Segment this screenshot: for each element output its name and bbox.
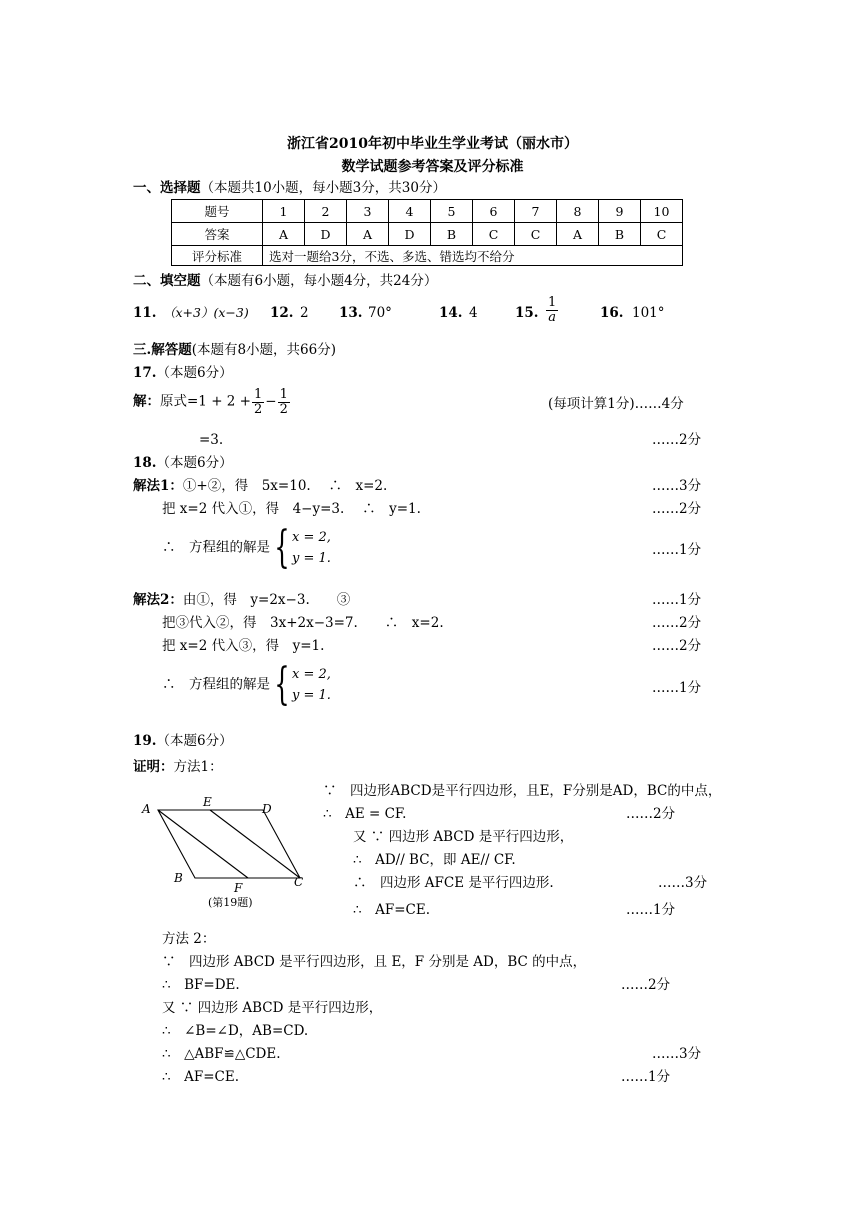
section-fill-label: 二、填空题 [133, 273, 201, 289]
q18-m2-score2: ……2分 [652, 615, 702, 631]
q19-m2-s6: ∴ AF=CE. [162, 1069, 239, 1085]
table-cell: 选对一题给3分，不选、多选、错选均不给分 [263, 246, 683, 266]
label-f: F [234, 881, 243, 895]
q19-method1-label: 方法1： [173, 759, 223, 775]
q19-m2-s2: ∴ BF=DE. [162, 977, 240, 993]
q15-numerator: 1 [548, 295, 557, 310]
table-cell: 6 [473, 200, 515, 223]
q17-points: （本题6分） [156, 365, 233, 381]
q19-proof-label: 证明： [133, 759, 174, 775]
q19-m1-r1: ∵ 四边形ABCD是平行四边形，且E，F分别是AD，BC的中点， [323, 783, 722, 799]
q18-m1-line3 [162, 522, 331, 573]
table-cell: 4 [389, 200, 431, 223]
q17-number: 17. [133, 365, 157, 381]
q18-points: （本题6分） [156, 455, 233, 471]
table-cell: A [557, 223, 599, 246]
page-title: 浙江省2010年初中毕业生学业考试（丽水市） [287, 136, 578, 152]
q18-m2-line2: 把③代入②，得 3x+2x−3=7. ∴ x=2. [162, 615, 444, 631]
label-e: E [203, 795, 212, 809]
table-cell: 10 [641, 200, 683, 223]
table-row [172, 200, 683, 223]
q11-answer: （x+3）(x−3) [163, 305, 249, 320]
q17-frac2-den: 2 [279, 401, 288, 417]
q18-m2-score4: ……1分 [652, 680, 702, 696]
q18-m2-text1: 由①，得 y=2x−3. ③ [182, 592, 351, 608]
q18-m2-system [292, 664, 331, 707]
brace-icon: { [274, 522, 290, 573]
q19-m2-s5-score: ……3分 [652, 1046, 702, 1062]
q19-points: （本题6分） [156, 733, 233, 749]
segment-ec [210, 810, 300, 878]
q13-number: 13. [339, 305, 363, 321]
q18-number: 18. [133, 455, 157, 471]
section-fill-note: （本题有6小题，每小题4分，共24分） [200, 273, 438, 289]
q17-score1: (每项计算1分)……4分 [548, 396, 684, 412]
q19-m1-r6: ∴ AF=CE. [353, 902, 430, 918]
q18-m2-score1: ……1分 [652, 592, 702, 608]
q19-m2-s1: ∵ 四边形 ABCD 是平行四边形，且 E，F 分别是 AD，BC 的中点， [162, 954, 587, 970]
table-cell: 8 [557, 200, 599, 223]
q19-m2-s6-score: ……1分 [621, 1069, 671, 1085]
q18-m2-line4 [162, 659, 331, 710]
table-cell: 评分标准 [172, 246, 263, 266]
q19-m1-r2-score: ……2分 [626, 806, 676, 822]
q18-m2-sys-y: y = 1. [292, 688, 331, 703]
q18-m2-line1 [133, 594, 350, 608]
segment-af [158, 810, 248, 878]
q11-number: 11. [133, 305, 157, 321]
q19-m1-r2: ∴ AE = CF. [323, 806, 407, 822]
q12-answer: 2 [300, 305, 309, 321]
q19-heading [133, 735, 233, 749]
q18-m1-system [292, 527, 331, 570]
q19-m1-r6-score: ……1分 [626, 902, 676, 918]
page-subtitle: 数学试题参考答案及评分标准 [341, 159, 524, 175]
table-cell: 5 [431, 200, 473, 223]
answer-table [171, 199, 683, 266]
q16-number: 16. [600, 305, 624, 321]
section-choice-heading [133, 182, 446, 196]
table-cell: A [347, 223, 389, 246]
table-cell: C [641, 223, 683, 246]
table-cell: 1 [263, 200, 305, 223]
q18-m2-line3: 把 x=2 代入③，得 y=1. [162, 638, 325, 654]
table-cell: 7 [515, 200, 557, 223]
q19-method2-label: 方法 2： [162, 931, 216, 947]
q18-m2-label: 解法2： [133, 592, 183, 608]
table-cell: 2 [305, 200, 347, 223]
q17-frac1-num: 1 [254, 387, 263, 402]
q19-m2-s3: 又 ∵ 四边形 ABCD 是平行四边形， [162, 1000, 383, 1016]
q17-expr-a: 原式=1 + 2 + [160, 393, 251, 410]
q19-m2-s5: ∴ △ABF≌△CDE. [162, 1046, 281, 1062]
q18-m1-score2: ……2分 [652, 501, 702, 517]
brace-icon: { [274, 659, 290, 710]
table-cell: A [263, 223, 305, 246]
q19-m2-s2-score: ……2分 [621, 977, 671, 993]
q17-heading [133, 367, 233, 381]
q19-m2-s4: ∴ ∠B=∠D，AB=CD. [162, 1023, 309, 1039]
table-cell: D [389, 223, 431, 246]
q18-m1-line2: 把 x=2 代入①，得 4−y=3. ∴ y=1. [162, 501, 421, 517]
figure-caption: (第19题) [208, 896, 253, 909]
table-cell: 题号 [172, 200, 263, 223]
q17-line2: =3. [199, 432, 224, 448]
q17-line1 [133, 388, 291, 416]
q15-number: 15. [515, 305, 539, 321]
q19-m1-r3: 又 ∵ 四边形 ABCD 是平行四边形， [353, 829, 574, 845]
q13-answer: 70° [368, 305, 392, 321]
q18-m1-line1 [133, 480, 387, 494]
q15-answer [545, 296, 559, 324]
table-cell: D [305, 223, 347, 246]
label-a: A [142, 802, 151, 816]
q18-m1-sys-x: x = 2, [292, 529, 331, 545]
q18-heading [133, 457, 233, 471]
section-solve-label: 三.解答题 [133, 342, 192, 358]
parallelogram-figure [138, 795, 313, 915]
q19-m1-r4: ∴ AD// BC，即 AE// CF. [353, 852, 516, 868]
q18-m1-score1: ……3分 [652, 478, 702, 494]
table-cell: 3 [347, 200, 389, 223]
q16-answer: 101° [632, 305, 665, 321]
label-d: D [262, 802, 272, 816]
q12-number: 12. [270, 305, 294, 321]
q18-m2-score3: ……2分 [652, 638, 702, 654]
q19-m1-r5-score: ……3分 [658, 875, 708, 891]
section-fill-heading [133, 275, 437, 289]
table-cell: B [431, 223, 473, 246]
q15-denominator: a [548, 309, 557, 325]
q18-m1-score3: ……1分 [652, 542, 702, 558]
table-cell: C [515, 223, 557, 246]
q19-m1-r5: ∴ 四边形 AFCE 是平行四边形. [353, 875, 554, 891]
q18-m1-text1: ①+②，得 5x=10. ∴ x=2. [182, 478, 388, 494]
table-cell: 9 [599, 200, 641, 223]
q17-frac1-den: 2 [254, 401, 263, 417]
section-solve-note: (本题有8小题，共66分) [191, 342, 337, 358]
q14-number: 14. [439, 305, 463, 321]
q17-score2: ……2分 [652, 432, 702, 448]
table-cell: C [473, 223, 515, 246]
table-cell: B [599, 223, 641, 246]
section-choice-label: 一、选择题 [133, 180, 201, 196]
q18-m1-text3: ∴ 方程组的解是 [162, 539, 270, 556]
q18-m2-text4: ∴ 方程组的解是 [162, 676, 270, 693]
section-choice-note: （本题共10小题，每小题3分，共30分） [200, 180, 446, 196]
parallelogram-abcd [158, 810, 300, 878]
q18-m1-sys-y: y = 1. [292, 551, 331, 566]
table-row [172, 223, 683, 246]
q18-m1-label: 解法1： [133, 478, 183, 494]
table-row [172, 246, 683, 266]
q19-number: 19. [133, 733, 157, 749]
q18-m2-sys-x: x = 2, [292, 666, 331, 682]
q14-answer: 4 [469, 305, 478, 321]
label-b: B [174, 871, 183, 885]
q19-proof-line [133, 761, 223, 775]
label-c: C [294, 875, 304, 889]
q17-jie: 解： [133, 393, 160, 410]
table-cell: 答案 [172, 223, 263, 246]
section-solve-heading [133, 344, 336, 358]
q17-frac2-num: 1 [279, 387, 288, 402]
q17-minus: − [265, 393, 277, 410]
